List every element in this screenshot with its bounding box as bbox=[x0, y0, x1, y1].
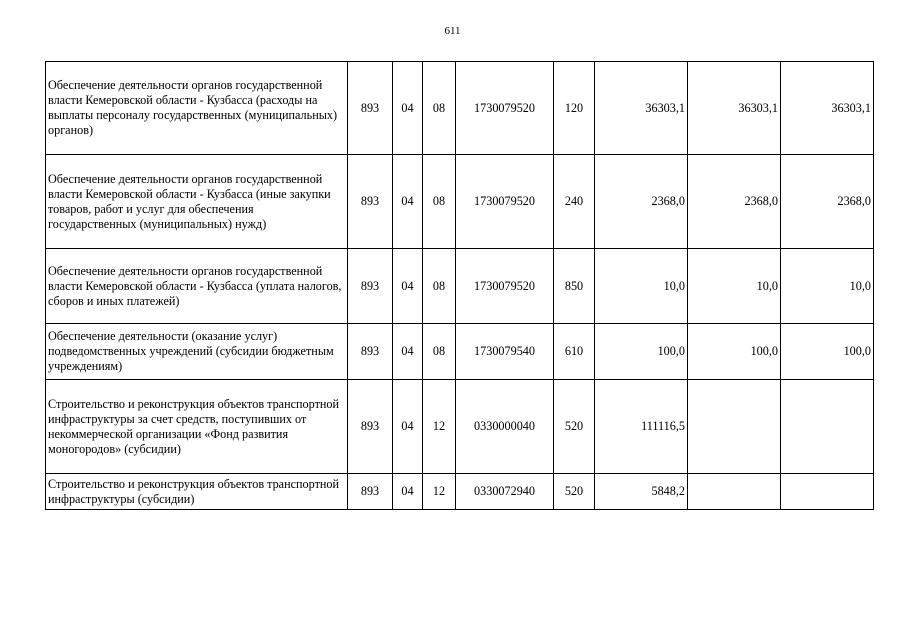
cell-ministry-code: 893 bbox=[348, 62, 393, 155]
cell-target-code: 0330000040 bbox=[456, 380, 554, 474]
table-row bbox=[46, 474, 874, 510]
budget-table bbox=[45, 61, 874, 510]
cell-amount-3: 100,0 bbox=[781, 324, 874, 380]
cell-subsection-code: 08 bbox=[423, 62, 456, 155]
cell-expense-type-code: 520 bbox=[554, 474, 595, 510]
cell-amount-3: 2368,0 bbox=[781, 155, 874, 249]
cell-amount-1: 111116,5 bbox=[595, 380, 688, 474]
cell-subsection-code: 08 bbox=[423, 155, 456, 249]
cell-description: Обеспечение деятельности (оказание услуг) подведомственных учреждений (субсидии бюджетным учреждениям) bbox=[46, 324, 348, 380]
cell-expense-type-code: 850 bbox=[554, 249, 595, 324]
cell-description: Строительство и реконструкция объектов транспортной инфраструктуры за счет средств, поступивших от некоммерческой организации «Фонд развития моногородов» (субсидии) bbox=[46, 380, 348, 474]
cell-target-code: 1730079520 bbox=[456, 62, 554, 155]
table-row bbox=[46, 155, 874, 249]
cell-ministry-code: 893 bbox=[348, 380, 393, 474]
table-row bbox=[46, 324, 874, 380]
cell-amount-3: 36303,1 bbox=[781, 62, 874, 155]
cell-subsection-code: 08 bbox=[423, 324, 456, 380]
cell-amount-3: 10,0 bbox=[781, 249, 874, 324]
cell-section-code: 04 bbox=[393, 324, 423, 380]
cell-expense-type-code: 120 bbox=[554, 62, 595, 155]
cell-amount-1: 100,0 bbox=[595, 324, 688, 380]
cell-ministry-code: 893 bbox=[348, 155, 393, 249]
cell-section-code: 04 bbox=[393, 380, 423, 474]
page-number: 611 bbox=[444, 25, 461, 37]
cell-subsection-code: 08 bbox=[423, 249, 456, 324]
cell-description: Обеспечение деятельности органов государственной власти Кемеровской области - Кузбасса (расходы на выплаты персоналу государственных (муниципальных) органов) bbox=[46, 62, 348, 155]
cell-target-code: 1730079520 bbox=[456, 249, 554, 324]
cell-expense-type-code: 520 bbox=[554, 380, 595, 474]
cell-amount-1: 36303,1 bbox=[595, 62, 688, 155]
table-row bbox=[46, 62, 874, 155]
cell-description: Обеспечение деятельности органов государственной власти Кемеровской области - Кузбасса (иные закупки товаров, работ и услуг для обеспечения государственных (муниципальных) нужд) bbox=[46, 155, 348, 249]
cell-section-code: 04 bbox=[393, 249, 423, 324]
cell-amount-2: 2368,0 bbox=[688, 155, 781, 249]
cell-amount-3 bbox=[781, 380, 874, 474]
cell-subsection-code: 12 bbox=[423, 474, 456, 510]
cell-amount-1: 5848,2 bbox=[595, 474, 688, 510]
cell-expense-type-code: 240 bbox=[554, 155, 595, 249]
cell-amount-2 bbox=[688, 380, 781, 474]
cell-amount-2 bbox=[688, 474, 781, 510]
cell-expense-type-code: 610 bbox=[554, 324, 595, 380]
cell-amount-1: 10,0 bbox=[595, 249, 688, 324]
cell-subsection-code: 12 bbox=[423, 380, 456, 474]
cell-section-code: 04 bbox=[393, 155, 423, 249]
cell-amount-3 bbox=[781, 474, 874, 510]
cell-amount-2: 10,0 bbox=[688, 249, 781, 324]
table-row bbox=[46, 249, 874, 324]
cell-amount-2: 36303,1 bbox=[688, 62, 781, 155]
table-row bbox=[46, 380, 874, 474]
cell-ministry-code: 893 bbox=[348, 249, 393, 324]
cell-description: Строительство и реконструкция объектов транспортной инфраструктуры (субсидии) bbox=[46, 474, 348, 510]
cell-description: Обеспечение деятельности органов государственной власти Кемеровской области - Кузбасса (уплата налогов, сборов и иных платежей) bbox=[46, 249, 348, 324]
cell-ministry-code: 893 bbox=[348, 324, 393, 380]
cell-target-code: 1730079520 bbox=[456, 155, 554, 249]
cell-target-code: 0330072940 bbox=[456, 474, 554, 510]
cell-ministry-code: 893 bbox=[348, 474, 393, 510]
cell-section-code: 04 bbox=[393, 474, 423, 510]
cell-section-code: 04 bbox=[393, 62, 423, 155]
table-body bbox=[46, 62, 874, 510]
cell-amount-1: 2368,0 bbox=[595, 155, 688, 249]
cell-amount-2: 100,0 bbox=[688, 324, 781, 380]
cell-target-code: 1730079540 bbox=[456, 324, 554, 380]
